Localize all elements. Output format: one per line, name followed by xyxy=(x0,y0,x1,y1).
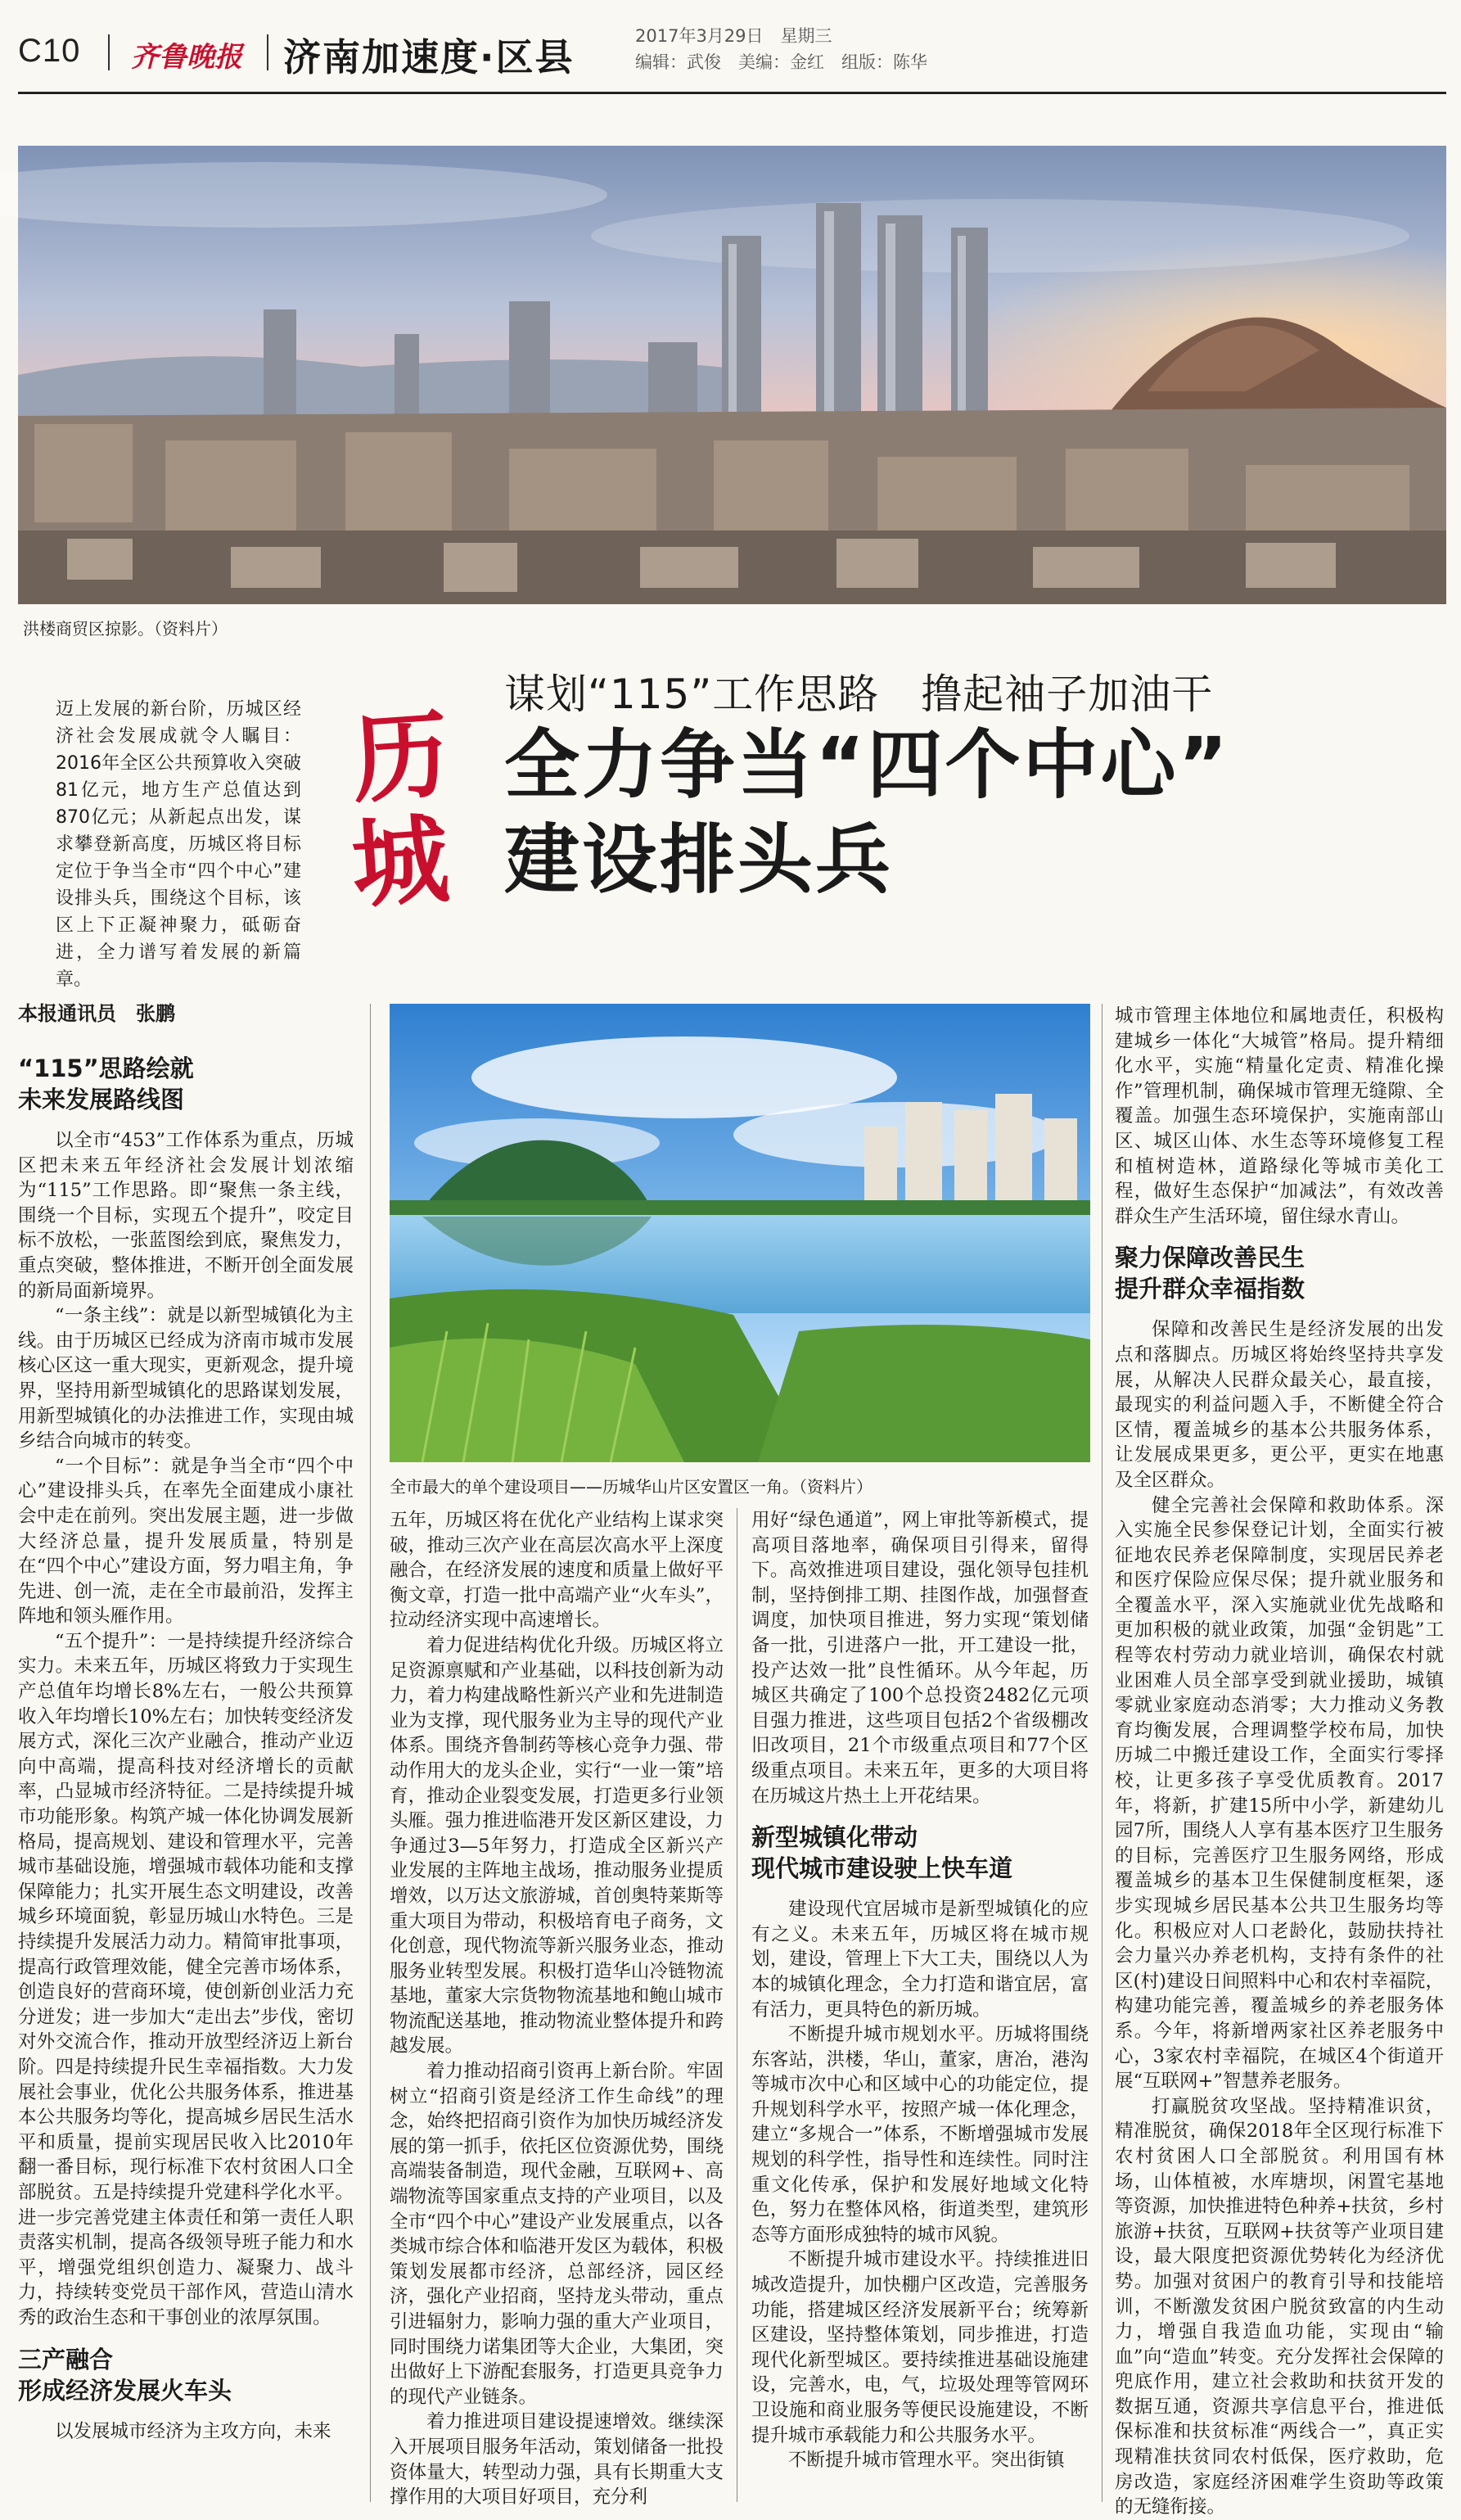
headline-subtitle: 谋划“115”工作思路 撸起袖子加油干 xyxy=(504,671,1214,718)
subheading: 新型城镇化带动 现代城市建设驶上快车道 xyxy=(751,1823,1013,1883)
lead-paragraph: 迈上发展的新台阶，历城区经济社会发展成就令人瞩目：2016年全区公共预算收入突破81亿元，地方生产总值达到870亿元；从新起点出发，谋求攀登新高度，历城区将目标定位于争当全市“四个中心”建设排头兵，围绕这个目标，该区上下正凝神聚力，砥砺奋进，全力谱写着发展的新篇章。 xyxy=(56,699,301,990)
editor-credits: 编辑：武俊 美编：金红 组版：陈华 xyxy=(635,52,927,72)
article-column-2 xyxy=(390,1508,724,2509)
district-name-art xyxy=(348,697,475,923)
headline-title-line2: 建设排头兵 xyxy=(504,816,894,904)
headline-title-line1: 全力争当“四个中心” xyxy=(504,721,1230,809)
byline: 本报通讯员 张鹏 xyxy=(18,1002,175,1025)
district-char-2: 城 xyxy=(348,802,453,923)
paragraph: 不断提升城市建设水平。持续推进旧城改造提升，加快棚户区改造，完善服务功能，搭建城区经济发展新平台；统筹新区建设，坚持整体策划，同步推进，打造现代化新型城区。要持续推进基础设施建设，完善水，电，气，垃圾处理等管网环卫设施和商业服务等便民设施建设，不断提升城市承载能力和公共服务水平。 xyxy=(751,2249,1089,2446)
paragraph: 以全市“453”工作体系为重点，历城区把未来五年经济社会发展计划浓缩为“115”工作思路。即“聚焦一条主线，围绕一个目标，实现五个提升”，咬定目标不放松，一张蓝图绘到底，聚焦发力，重点突破，整体推进，不断开创全面发展的新局面新境界。 xyxy=(18,1130,354,1302)
header-divider xyxy=(267,34,268,70)
issue-date: 2017年3月29日 星期三 xyxy=(635,26,832,46)
district-char-1: 历 xyxy=(348,697,453,818)
article-column-4 xyxy=(1115,1004,1444,2518)
paragraph: 打赢脱贫攻坚战。坚持精准识贫，精准脱贫，确保2018年全区现行标准下农村贫困人口全部脱贫。利用国有林场，山体植被，水库塘坝，闲置宅基地等资源，加快推进特色种养+扶贫，乡村旅游+扶贫，互联网+扶贫等产业项目建设，最大限度把资源优势转化为经济优势。加强对贫困户的教育引导和技能培训，不断激发贫困户脱贫致富的内生动力，增强自我造血功能，实现由“输血”向“造血”转变。充分发挥社会保障的兜底作用，建立社会救助和扶贫开发的数据互通，资源共享信息平台，推进低保标准和扶贫标准“两线合一”，真正实现精准扶贫同农村低保，医疗救助，危房改造，家庭经济困难学生资助等政策的无缝衔接。 xyxy=(1115,2095,1444,2518)
article-column-1 xyxy=(18,1053,354,2502)
paragraph: 不断提升城市规划水平。历城将围绕东客站，洪楼，华山，董家，唐冶，港沟等城市次中心和区域中心的功能定位，提升规划科学水平，按照产城一体化理念，建立“多规合一”体系，不断增强城市发展规划的科学性，指导性和连续性。同时注重文化传承，保护和发展好地域文化特色，努力在整体风格，街道类型，建筑形态等方面形成独特的城市风貌。 xyxy=(751,2024,1089,2246)
subheading: 三产融合 形成经济发展火车头 xyxy=(18,2345,232,2405)
header-divider xyxy=(108,34,110,70)
paragraph: 以发展城市经济为主攻方向，未来 xyxy=(55,2420,331,2442)
header-rule xyxy=(18,92,1446,94)
paragraph: 着力促进结构优化升级。历城区将立足资源禀赋和产业基础，以科技创新为动力，着力构建战略性新兴产业和先进制造业为支撑，现代服务业为主导的现代产业体系。围绕齐鲁制药等核心竞争力强、带动作用大的龙头企业，实行“一业一策”培育，推动企业裂变发展，打造更多行业领头雁。强力推进临港开发区新区建设，力争通过3—5年努力，打造成全区新兴产业发展的主阵地主战场，推动服务业提质增效，以万达文旅游城，首创奥特莱斯等重大项目为带动，积极培育电子商务，文化创意，现代物流等新兴服务业态，推动服务业转型发展。积极打造华山冷链物流基地，董家大宗货物物流基地和鲍山城市物流配送基地，推动物流业整体提升和跨越发展。 xyxy=(390,1634,724,2057)
paragraph: 建设现代宜居城市是新型城镇化的应有之义。未来五年，历城区将在城市规划，建设，管理上下大工夫，围绕以人为本的城镇化理念，全力打造和谐宜居，富有活力，更具特色的新历城。 xyxy=(751,1899,1089,2021)
paragraph: “一个目标”：就是争当全市“四个中心”建设排头兵，在率先全面建成小康社会中走在前列。突出发展主题，进一步做大经济总量，提升发展质量，特别是在“四个中心”建设方面，努力唱主角，争先进、创一流，走在全市最前沿，发挥主阵地和领头雁作用。 xyxy=(18,1455,354,1628)
photo-caption: 全市最大的单个建设项目——历城华山片区安置区一角。（资料片） xyxy=(390,1477,873,1497)
article-column-3 xyxy=(751,1508,1089,2502)
paragraph: “五个提升”：一是持续提升经济综合实力。未来五年，历城区将致力于实现生产总值年均增长8%左右，一般公共预算收入年均增长10%左右；加快转变经济发展方式，深化三次产业融合，推动产业迈向中高端，提高科技对经济增长的贡献率，凸显城市经济特征。二是持续提升城市功能形象。构筑产城一体化协调发展新格局，提高规划、建设和管理水平，完善城市基础设施，增强城市载体功能和支撑保障能力；扎实开展生态文明建设，改善城乡环境面貌，彰显历城山水特色。三是持续提升发展活力动力。精简审批事项，提高行政管理效能，健全完善市场体系，创造良好的营商环境，使创新创业活力充分迸发；进一步加大“走出去”步伐，密切对外交流合作，推动开放型经济迈上新台阶。四是持续提升民生幸福指数。大力发展社会事业，优化公共服务体系，推进基本公共服务均等化，提高城乡居民生活水平和质量，提前实现居民收入比2010年翻一番目标，现行标准下农村贫困人口全部脱贫。五是持续提升党建科学化水平。进一步完善党建主体责任和第一责任人职责落实机制，提高各级领导班子能力和水平，增强党组织创造力、凝聚力、战斗力，持续转变党员干部作风，营造山清水秀的政治生态和干事创业的浓厚氛围。 xyxy=(18,1630,354,2328)
paragraph: 保障和改善民生是经济发展的出发点和落脚点。历城区将始终坚持共享发展，从解决人民群众最关心，最直接，最现实的利益问题入手，不断健全符合区情，覆盖城乡的基本公共服务体系，让发展成果更多，更公平，更实在地惠及全区群众。 xyxy=(1115,1319,1444,1491)
paragraph: 着力推进项目建设提速增效。继续深入开展项目服务年活动，策划储备一批投资体量大，转型动力强，具有长期重大支撑作用的大项目好项目，充分利 xyxy=(390,2411,724,2509)
paragraph: 城市管理主体地位和属地责任，积极构建城乡一体化“大城管”格局。提升精细化水平，实施“精量化定责、精准化操作”管理机制，确保城市管理无缝隙、全覆盖。加强生态环境保护，实施南部山区、城区山体、水生态等环境修复工程和植树造林，道路绿化等城市美化工程，做好生态保护“加减法”，有效改善群众生产生活环境，留住绿水青山。 xyxy=(1115,1005,1444,1227)
paragraph: 用好“绿色通道”，网上审批等新模式，提高项目落地率，确保项目引得来，留得下。高效推进项目建设，强化领导包挂机制，坚持倒排工期、挂图作战，加强督查调度，加快项目推进，努力实现“策划储备一批，引进落户一批，开工建设一批，投产达效一批”良性循环。从今年起，历城区共确定了100个总投资2482亿元项目强力推进，这些项目包括2个省级棚改旧改项目，21个市级重点项目和77个区级重点项目。未来五年，更多的大项目将在历城这片热土上开花结果。 xyxy=(751,1510,1089,1807)
section-title: 济南加速度·区县 xyxy=(283,35,575,79)
subheading: 聚力保障改善民生 提升群众幸福指数 xyxy=(1115,1244,1305,1303)
lake-park-photo xyxy=(390,1004,1090,1462)
page-number: C10 xyxy=(18,33,81,69)
column-rule xyxy=(370,1004,371,2502)
photo-caption: 洪楼商贸区掠影。（资料片） xyxy=(23,619,228,639)
paragraph: 健全完善社会保障和救助体系。深入实施全民参保登记计划，全面实行被征地农民养老保障制度，实现居民养老和医疗保险应保尽保；提升就业服务和全覆盖水平，深入实施就业优先战略和更加积极的就业政策，加强“金钥匙”工程等农村劳动力就业培训，确保农村就业困难人员全部享受到就业援助，城镇零就业家庭动态消零；大力推动义务教育均衡发展，合理调整学校布局，加快历城二中搬迁建设工作，全面实行零择校，让更多孩子享受优质教育。2017年，将新，扩建15所中小学，新建幼儿园7所，围绕人人享有基本医疗卫生服务的目标，完善医疗卫生服务网络，形成覆盖城乡的基本卫生保健制度框架，逐步实现城乡居民基本公共卫生服务均等化。积极应对人口老龄化，鼓励扶持社会力量兴办养老机构，支持有条件的社区(村)建设日间照料中心和农村幸福院，构建功能完善，覆盖城乡的养老服务体系。今年，将新增两家社区养老服务中心，3家农村幸福院，在城区4个街道开展“互联网+”智慧养老服务。 xyxy=(1115,1494,1444,2093)
paragraph: 着力推动招商引资再上新台阶。牢固树立“招商引资是经济工作生命线”的理念，始终把招商引资作为加快历城经济发展的第一抓手，依托区位资源优势，围绕高端装备制造，现代金融，互联网+、高端物流等国家重点支持的产业项目，以及全市“四个中心”建设产业发展重点，以各类城市综合体和临港开发区为载体，积极策划发展都市经济，总部经济，园区经济，强化产业招商，坚持龙头带动，重点引进辐射力，影响力强的重大产业项目，同时围绕力诺集团等大企业，大集团，突出做好上下游配套服务，打造更具竞争力的现代产业链条。 xyxy=(390,2061,724,2408)
subheading: “115”思路绘就 未来发展路线图 xyxy=(18,1055,194,1113)
column-rule xyxy=(1102,1004,1103,2502)
newspaper-logo: 齐鲁晚报 xyxy=(131,41,242,74)
paragraph: “一条主线”：就是以新型城镇化为主线。由于历城区已经成为济南市城市发展核心区这一重大现实，更新观念，提升境界，坚持用新型城镇化的思路谋划发展，用新型城镇化的办法推进工作，实现由城乡结合向城市的转变。 xyxy=(18,1305,354,1452)
city-skyline-photo xyxy=(18,146,1446,604)
paragraph: 不断提升城市管理水平。突出街镇 xyxy=(788,2450,1065,2472)
paragraph: 五年，历城区将在优化产业结构上谋求突破，推动三次产业在高层次高水平上深度融合，在经济发展的速度和质量上做好平衡文章，打造一批中高端产业“火车头”，拉动经济实现中高速增长。 xyxy=(390,1510,724,1632)
